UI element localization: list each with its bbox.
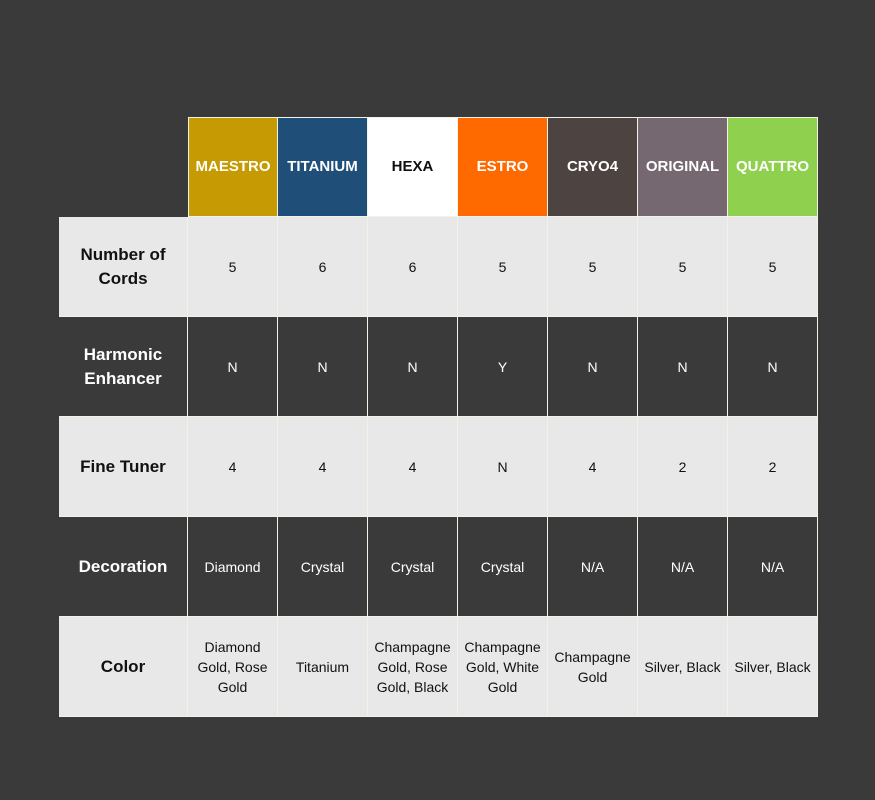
row-label: Number of Cords: [59, 217, 188, 317]
table-cell: 2: [728, 417, 818, 517]
table-cell: Champagne Gold: [548, 617, 638, 717]
table-cell: N: [548, 317, 638, 417]
comparison-table: [59, 117, 819, 717]
table-cell: 4: [278, 417, 368, 517]
table-cell: N: [458, 417, 548, 517]
table-cell: Crystal: [368, 517, 458, 617]
header-hexa: HEXA: [368, 117, 458, 217]
table-cell: Crystal: [458, 517, 548, 617]
table-cell: 4: [368, 417, 458, 517]
table-cell: Champagne Gold, White Gold: [458, 617, 548, 717]
row-label: Fine Tuner: [59, 417, 188, 517]
table-cell: 5: [458, 217, 548, 317]
table-cell: N: [278, 317, 368, 417]
header-quattro: QUATTRO: [728, 117, 818, 217]
row-label: Decoration: [59, 517, 188, 617]
table-cell: Silver, Black: [638, 617, 728, 717]
table-cell: Titanium: [278, 617, 368, 717]
table-cell: Silver, Black: [728, 617, 818, 717]
header-maestro: MAESTRO: [188, 117, 278, 217]
header-cryo4: CRYO4: [548, 117, 638, 217]
table-cell: Champagne Gold, Rose Gold, Black: [368, 617, 458, 717]
table-cell: N: [638, 317, 728, 417]
table-cell: 2: [638, 417, 728, 517]
table-cell: N/A: [638, 517, 728, 617]
table-cell: N/A: [548, 517, 638, 617]
table-cell: 5: [548, 217, 638, 317]
table-cell: N: [728, 317, 818, 417]
table-cell: N: [368, 317, 458, 417]
table-cell: Diamond: [188, 517, 278, 617]
table-cell: 5: [728, 217, 818, 317]
table-cell: 6: [278, 217, 368, 317]
row-label: Color: [59, 617, 188, 717]
table-cell: N/A: [728, 517, 818, 617]
table-cell: 4: [548, 417, 638, 517]
table-corner: [59, 117, 188, 217]
header-estro: ESTRO: [458, 117, 548, 217]
table-cell: 4: [188, 417, 278, 517]
table-cell: 5: [638, 217, 728, 317]
row-label: Harmonic Enhancer: [59, 317, 188, 417]
table-cell: 6: [368, 217, 458, 317]
header-original: ORIGINAL: [638, 117, 728, 217]
header-titanium: TITANIUM: [278, 117, 368, 217]
table-cell: N: [188, 317, 278, 417]
table-cell: Diamond Gold, Rose Gold: [188, 617, 278, 717]
table-cell: Crystal: [278, 517, 368, 617]
table-cell: Y: [458, 317, 548, 417]
table-cell: 5: [188, 217, 278, 317]
